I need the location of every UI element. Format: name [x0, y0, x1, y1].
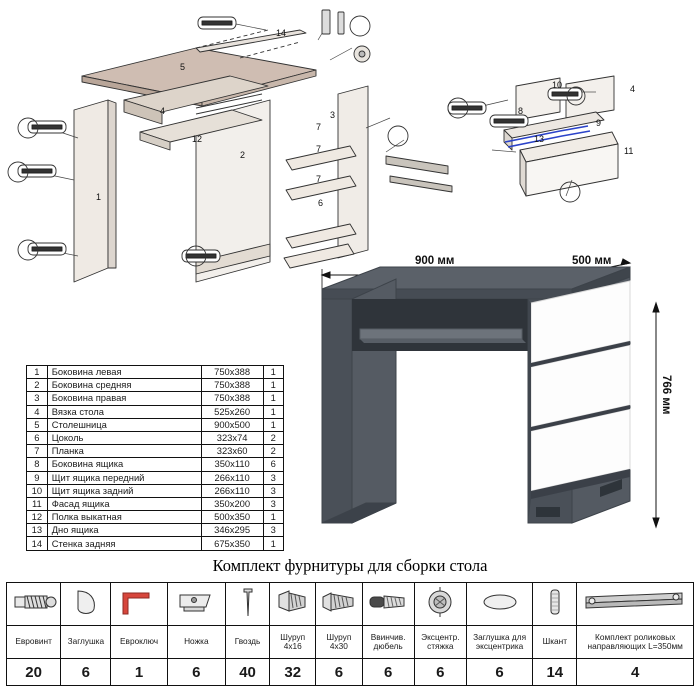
table-row	[27, 484, 284, 497]
table-row	[27, 366, 284, 379]
hardware-kit-table	[6, 582, 694, 686]
part-name: Дно ящика	[47, 524, 201, 537]
kit-item-count: 6	[414, 659, 466, 686]
table-row	[27, 537, 284, 550]
part-name: Щит ящика задний	[47, 484, 201, 497]
table-row	[27, 392, 284, 405]
part-name: Столешница	[47, 418, 201, 431]
svg-text:11: 11	[624, 146, 634, 156]
table-row	[27, 471, 284, 484]
part-qty: 1	[263, 418, 283, 431]
svg-text:4: 4	[160, 106, 166, 116]
euro-screw-icon	[7, 583, 61, 626]
part-no: 4	[27, 405, 48, 418]
part-size: 900x500	[201, 418, 263, 431]
part-name: Щит ящика передний	[47, 471, 201, 484]
svg-text:4: 4	[630, 84, 636, 94]
kit-item-label: Евровинт	[7, 626, 61, 659]
kit-item-count: 14	[533, 659, 577, 686]
part-qty: 3	[263, 524, 283, 537]
part-no: 13	[27, 524, 48, 537]
svg-text:3: 3	[330, 110, 336, 120]
kit-item-label: Евроключ	[111, 626, 167, 659]
svg-text:5: 5	[180, 62, 186, 72]
part-no: 2	[27, 379, 48, 392]
part-name: Вязка стола	[47, 405, 201, 418]
svg-text:7: 7	[316, 122, 322, 132]
furniture-leg-icon	[167, 583, 225, 626]
part-size: 500x350	[201, 511, 263, 524]
svg-text:7: 7	[316, 174, 322, 184]
width-dimension-label: 900 мм	[415, 255, 455, 267]
table-row	[27, 418, 284, 431]
part-size: 323x74	[201, 431, 263, 444]
table-row	[27, 445, 284, 458]
part-name: Стенка задняя	[47, 537, 201, 550]
parts-table	[26, 365, 284, 551]
screw-in-dowel-icon	[362, 583, 414, 626]
nail-icon	[225, 583, 269, 626]
svg-text:14: 14	[276, 28, 287, 38]
part-no: 14	[27, 537, 48, 550]
part-qty: 1	[263, 405, 283, 418]
part-size: 525x260	[201, 405, 263, 418]
cap-plug-icon	[61, 583, 111, 626]
drawer-slide-icon	[577, 583, 694, 626]
part-no: 9	[27, 471, 48, 484]
table-row	[27, 497, 284, 510]
svg-text:2: 2	[240, 150, 246, 160]
kit-item-label: Эксцентр. стяжка	[414, 626, 466, 659]
kit-labels-row	[7, 626, 694, 659]
part-name: Полка выкатная	[47, 511, 201, 524]
kit-item-label: Шуруп 4х16	[270, 626, 316, 659]
part-qty: 1	[263, 392, 283, 405]
kit-item-label: Ножка	[167, 626, 225, 659]
part-qty: 1	[263, 379, 283, 392]
kit-counts-row	[7, 659, 694, 686]
part-no: 11	[27, 497, 48, 510]
svg-text:1: 1	[96, 192, 102, 202]
part-name: Боковина левая	[47, 366, 201, 379]
part-size: 346x295	[201, 524, 263, 537]
screw-4x16-icon	[270, 583, 316, 626]
kit-icons-row	[7, 583, 694, 626]
part-size: 675x350	[201, 537, 263, 550]
height-dimension-label: 766 мм	[660, 375, 672, 415]
part-size: 750x388	[201, 392, 263, 405]
part-name: Боковина средняя	[47, 379, 201, 392]
part-qty: 3	[263, 471, 283, 484]
dowel-icon	[533, 583, 577, 626]
table-row	[27, 524, 284, 537]
kit-item-count: 40	[225, 659, 269, 686]
part-name: Фасад ящика	[47, 497, 201, 510]
eccentric-cap-icon	[466, 583, 532, 626]
part-qty: 6	[263, 458, 283, 471]
part-name: Планка	[47, 445, 201, 458]
part-no: 12	[27, 511, 48, 524]
part-no: 8	[27, 458, 48, 471]
part-qty: 2	[263, 445, 283, 458]
kit-item-count: 32	[270, 659, 316, 686]
kit-item-count: 4	[577, 659, 694, 686]
hardware-kit-title: Комплект фурнитуры для сборки стола	[212, 556, 488, 575]
kit-item-count: 20	[7, 659, 61, 686]
table-row	[27, 431, 284, 444]
kit-item-label: Комплект роликовых направляющих L=350мм	[577, 626, 694, 659]
eccentric-coupler-icon	[414, 583, 466, 626]
part-qty: 3	[263, 484, 283, 497]
part-name: Боковина ящика	[47, 458, 201, 471]
kit-item-label: Заглушка	[61, 626, 111, 659]
svg-text:13: 13	[534, 134, 545, 144]
part-size: 323x60	[201, 445, 263, 458]
part-qty: 1	[263, 511, 283, 524]
kit-item-label: Заглушка для эксцентрика	[466, 626, 532, 659]
screw-4x30-icon	[316, 583, 362, 626]
svg-text:12: 12	[192, 134, 203, 144]
part-no: 5	[27, 418, 48, 431]
part-qty: 1	[263, 537, 283, 550]
part-no: 10	[27, 484, 48, 497]
kit-item-label: Шуруп 4х30	[316, 626, 362, 659]
kit-item-count: 6	[362, 659, 414, 686]
allen-key-icon	[111, 583, 167, 626]
parts-table-body	[27, 366, 284, 551]
part-qty: 3	[263, 497, 283, 510]
part-qty: 2	[263, 431, 283, 444]
part-name: Боковина правая	[47, 392, 201, 405]
kit-item-count: 6	[316, 659, 362, 686]
kit-item-label: Гвоздь	[225, 626, 269, 659]
part-size: 266x110	[201, 471, 263, 484]
kit-item-label: Ввинчив. дюбель	[362, 626, 414, 659]
table-row	[27, 458, 284, 471]
kit-item-count: 6	[61, 659, 111, 686]
part-no: 6	[27, 431, 48, 444]
kit-item-count: 6	[466, 659, 532, 686]
table-row	[27, 405, 284, 418]
part-name: Цоколь	[47, 431, 201, 444]
part-no: 1	[27, 366, 48, 379]
part-size: 750x388	[201, 366, 263, 379]
part-size: 266x110	[201, 484, 263, 497]
kit-item-label: Шкант	[533, 626, 577, 659]
depth-dimension-label: 500 мм	[572, 255, 612, 267]
part-no: 7	[27, 445, 48, 458]
svg-text:8: 8	[518, 106, 524, 116]
kit-item-count: 1	[111, 659, 167, 686]
part-no: 3	[27, 392, 48, 405]
svg-text:6: 6	[318, 198, 324, 208]
part-size: 750x388	[201, 379, 263, 392]
svg-text:9: 9	[596, 118, 602, 128]
svg-text:7: 7	[316, 144, 322, 154]
part-qty: 1	[263, 366, 283, 379]
part-size: 350x200	[201, 497, 263, 510]
desk-3d-view	[300, 255, 700, 545]
svg-text:10: 10	[552, 80, 563, 90]
kit-item-count: 6	[167, 659, 225, 686]
table-row	[27, 511, 284, 524]
part-size: 350x110	[201, 458, 263, 471]
table-row	[27, 379, 284, 392]
